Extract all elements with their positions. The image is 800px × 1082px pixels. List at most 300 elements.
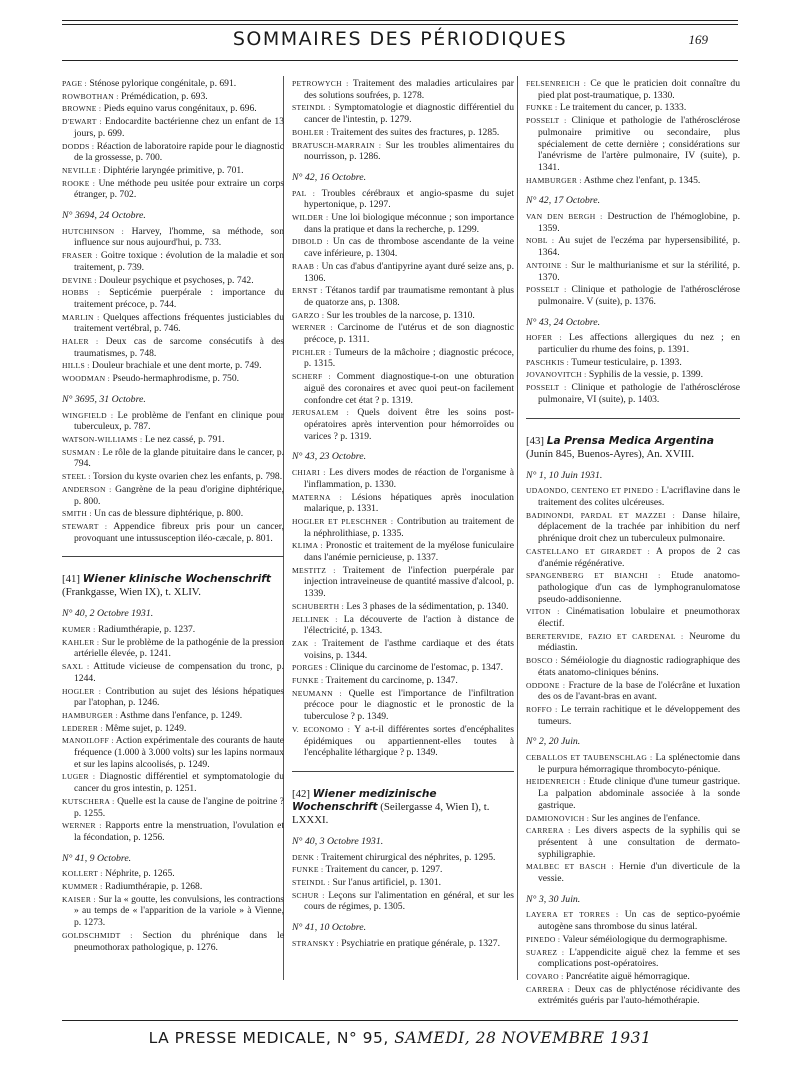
footer-rule: [62, 1020, 738, 1021]
entry-title: Ce que le praticien doit connaître du pied plat post-traumatique, p. 1330.: [538, 78, 740, 101]
abstract-entry: [62, 820, 284, 843]
entry-author: WINGFIELD :: [62, 410, 114, 420]
entry-author: ROWBOTHAN :: [62, 91, 119, 101]
entry-title: Y a-t-il différentes sortes d'encéphalites épidémiques ou appartiennent-elles toutes à l'encéphalite léthargique ? p. 1349.: [304, 723, 514, 759]
entry-title: Contribution au sujet des lésions hépatiques par l'atophan, p. 1246.: [74, 685, 284, 709]
abstract-entry: [526, 909, 740, 932]
entry-title: Asthme dans l'enfance, p. 1249.: [119, 709, 243, 721]
abstract-entry: [62, 336, 284, 359]
entry-title: A propos de 2 cas d'anémie régénérative.: [538, 545, 740, 569]
journal-heading: [292, 788, 514, 827]
entry-title: Radiumthérapie, p. 1268.: [105, 881, 203, 893]
entry-author: VAN DEN BERGH :: [526, 212, 603, 222]
issue-heading: N° 40, 2 Octobre 1931.: [62, 608, 154, 620]
issue-heading: N° 42, 16 Octobre.: [292, 171, 367, 183]
entry-author: SUAREZ :: [526, 947, 565, 957]
entry-title: Etude anatomo-pathologique d'un cas de lymphogranulomatose pseudo-addisonienne.: [538, 570, 740, 605]
entry-author: FUNKE :: [526, 103, 558, 113]
abstract-entry: [62, 637, 284, 660]
entry-author: BROWNE :: [62, 104, 102, 114]
abstract-entry: [526, 934, 740, 946]
abstract-entry: [62, 484, 284, 507]
issue-heading: N° 42, 17 Octobre.: [526, 195, 601, 207]
entry-title: Section du phrénique dans le pneumothorax pathologique, p. 1276.: [74, 929, 284, 953]
entry-title: Sur les troubles alimentaires du nourrisson, p. 1286.: [304, 139, 514, 163]
entry-title: Septicémie puerpérale : importance du traitement précoce, p. 744.: [74, 287, 284, 310]
entry-title: Tumeur testiculaire, p. 1393.: [571, 356, 682, 368]
entry-list: [292, 852, 514, 914]
entry-title: Les affections allergiques du nez ; en particulier du rhume des foins, p. 1391.: [538, 332, 740, 356]
abstract-entry: [526, 776, 740, 811]
entry-title: Syphilis de la vessie, p. 1399.: [588, 369, 703, 381]
entry-author: CASTELLANO ET GIRARDET :: [526, 546, 651, 556]
journal-name: La Prensa Medica Argentina: [546, 434, 714, 447]
entry-title: Clinique et pathologie de l'athérosclérose pulmonaire, VI (suite), p. 1403.: [538, 382, 740, 405]
abstract-entry: [62, 275, 284, 287]
abstract-entry: [292, 236, 514, 259]
entry-author: MESTITZ :: [292, 565, 336, 575]
entry-author: UDAONDO, CENTENO ET PINEDO :: [526, 486, 659, 496]
abstract-entry: [292, 890, 514, 913]
entry-title: Sur les angines de l'enfance.: [591, 812, 701, 824]
abstract-entry: [62, 78, 284, 90]
abstract-entry: [62, 686, 284, 709]
entry-title: Clinique du carcinome de l'estomac, p. 1347.: [329, 662, 503, 674]
entry-author: D'EWART :: [62, 117, 102, 127]
entry-title: Réaction de laboratoire rapide pour le diagnostic de la grossesse, p. 700.: [74, 140, 284, 164]
entry-title: Radiumthérapie, p. 1237.: [97, 624, 196, 636]
entry-author: WERNER :: [292, 323, 333, 333]
abstract-entry: [526, 971, 740, 983]
journal-name: Wiener klinische Wochenschrift: [82, 573, 271, 586]
abstract-entry: [292, 864, 514, 876]
abstract-entry: [62, 735, 284, 770]
journal-heading: [62, 573, 284, 599]
abstract-entry: [526, 332, 740, 355]
entry-author: BOHLER :: [292, 127, 329, 137]
entry-list: [526, 78, 740, 186]
abstract-entry: [62, 434, 284, 446]
entry-author: SAXL :: [62, 662, 90, 672]
entry-author: PAL :: [292, 188, 316, 198]
entry-list: [292, 938, 514, 950]
entry-author: JELLINEK :: [292, 614, 338, 624]
entry-author: JERUSALEM :: [292, 408, 350, 418]
entry-author: ROFFO :: [526, 704, 558, 714]
entry-title: Contribution au traitement de la néphrolithiase, p. 1335.: [304, 515, 514, 539]
entry-title: Douleur psychique et psychoses, p. 742.: [99, 274, 254, 286]
entry-title: Même sujet, p. 1249.: [105, 722, 187, 734]
entry-author: SMITH :: [62, 509, 92, 519]
abstract-entry: [526, 235, 740, 258]
entry-author: KAISER :: [62, 894, 96, 904]
entry-author: LAYERA ET TORRES :: [526, 910, 619, 920]
abstract-entry: [62, 360, 284, 372]
entry-title: Sur le problème de la pathogénie de la pression artérielle élevée, p. 1241.: [74, 636, 284, 660]
entry-title: Diagnostic différentiel et symptomatologie du cancer du gros intestin, p. 1251.: [74, 771, 284, 795]
entry-title: Rapports entre la menstruation, l'ovulation et la fécondation, p. 1256.: [74, 820, 285, 843]
abstract-entry: [62, 287, 284, 310]
abstract-entry: [62, 624, 284, 636]
entry-list: [62, 624, 284, 844]
journal-address: (Junín 845, Buenos-Ayres), An. XVIII.: [526, 447, 695, 460]
entry-title: Les divers modes de réaction de l'organisme à l'inflammation, p. 1330.: [304, 467, 514, 490]
entry-list: [526, 909, 740, 1007]
column-divider-2: [517, 76, 518, 980]
entry-title: Etude clinique d'une tumeur gastrique. La palpation abdominale associée à la sonde gastrique.: [538, 776, 740, 811]
issue-heading: N° 41, 9 Octobre.: [62, 852, 132, 864]
abstract-entry: [62, 226, 284, 249]
abstract-entry: [62, 894, 284, 929]
abstract-entry: [62, 471, 284, 483]
entry-author: ANDERSON :: [62, 484, 112, 494]
entry-title: Symptomatologie et diagnostic différentiel du cancer de l'intestin, p. 1279.: [304, 102, 514, 126]
journal-number: [41]: [62, 573, 80, 586]
entry-author: BADINONDI, PARDAL ET MAZZEI :: [526, 510, 676, 520]
journal-address: (Seilergasse 4, Wien I), t. LXXXI.: [292, 800, 490, 826]
abstract-entry: [62, 710, 284, 722]
journal-name: Wiener medizinische Wochenschrift: [292, 787, 437, 813]
entry-author: COVARO :: [526, 972, 564, 981]
entry-title: Sur l'anus artificiel, p. 1301.: [332, 877, 442, 889]
entry-author: WOODMAN :: [62, 374, 111, 384]
entry-author: KAHLER :: [62, 637, 100, 647]
abstract-entry: [292, 540, 514, 563]
entry-title: Le traitement du cancer, p. 1333.: [559, 102, 687, 114]
entry-author: KUMMER :: [62, 882, 103, 892]
abstract-entry: [62, 930, 284, 953]
abstract-entry: [292, 852, 514, 864]
entry-author: NEUMANN :: [292, 688, 342, 698]
entry-title: Un cas de blessure diphtérique, p. 800.: [94, 508, 244, 520]
abstract-entry: [526, 813, 740, 825]
entry-author: SPANGENBERG ET BIANCHI :: [526, 571, 661, 581]
entry-title: Sténose pylorique congénitale, p. 691.: [89, 78, 237, 89]
entry-author: STEEL :: [62, 472, 91, 482]
entry-title: Hernie d'un diverticule de la vessie.: [538, 861, 740, 885]
entry-author: ROOKE :: [62, 178, 96, 188]
entry-author: FUNKE :: [292, 865, 324, 875]
entry-title: Pieds equino varus congénitaux, p. 696.: [103, 103, 257, 115]
abstract-entry: [526, 825, 740, 860]
abstract-entry: [292, 601, 514, 613]
entry-title: Asthme chez l'enfant, p. 1345.: [583, 174, 701, 186]
entry-title: Un cas d'abus d'antipyrine ayant duré seize ans, p. 1306.: [304, 260, 514, 284]
entry-author: FELSENREICH :: [526, 79, 587, 88]
abstract-entry: [62, 103, 284, 115]
entry-author: KLIMA :: [292, 541, 323, 551]
entry-author: JOVANOVITCH :: [526, 370, 587, 380]
abstract-entry: [292, 492, 514, 515]
entry-author: NEVILLE :: [62, 165, 101, 175]
entry-title: Destruction de l'hémoglobine, p. 1359.: [538, 211, 741, 234]
abstract-entry: [526, 102, 740, 114]
entry-title: Appendice fibreux pris pour un cancer, provoquant une intussusception iléo-cæcale, p. 801.: [74, 520, 284, 544]
entry-title: Clinique et pathologie de l'athérosclérose pulmonaire. V (suite), p. 1376.: [538, 284, 740, 307]
column-1: [62, 78, 284, 954]
abstract-entry: [526, 369, 740, 381]
journal-number: [42]: [292, 787, 310, 800]
entry-title: Un cas de thrombose ascendante de la veine cave inférieure, p. 1304.: [304, 236, 515, 260]
entry-title: Danse hilaire, déplacement de la trachée par inhibition du nerf phrénique droit chez un tuberculeux pulmonaire.: [538, 509, 740, 545]
entry-author: POSSELT :: [526, 383, 567, 393]
entry-author: PAGE :: [62, 79, 87, 88]
entry-author: CARRERA :: [526, 826, 571, 836]
journal-address: (Frankgasse, Wien IX), t. XLIV.: [62, 586, 201, 599]
entry-author: GOLDSCHMIDT :: [62, 930, 133, 940]
abstract-entry: [526, 260, 740, 283]
entry-author: HOGLER :: [62, 686, 102, 696]
entry-author: HOBBS :: [62, 288, 101, 298]
abstract-entry: [292, 310, 514, 322]
entry-title: L'appendicite aiguë chez la femme et ses complications post-opératoires.: [538, 946, 740, 970]
entry-author: KOLLERT :: [62, 869, 103, 879]
entry-author: VITON :: [526, 607, 560, 617]
entry-author: SCHUR :: [292, 890, 325, 900]
entry-title: Le nez cassé, p. 791.: [144, 433, 225, 445]
journal-divider: [292, 771, 514, 772]
entry-author: DENK :: [292, 852, 319, 862]
entry-title: Sur le malthurianisme et sur la stérilité, p. 1370.: [538, 259, 740, 283]
issue-heading: N° 40, 3 Octobre 1931.: [292, 835, 384, 847]
entry-author: ODDONE :: [526, 680, 566, 690]
journal-number: [43]: [526, 434, 544, 447]
entry-author: POSSELT :: [526, 116, 567, 126]
abstract-entry: [526, 211, 740, 234]
entry-title: Le problème de l'enfant en clinique pour tuberculeux, p. 787.: [74, 409, 284, 433]
entry-title: Séméiologie du diagnostic radiographique des états anatomo-cliniques bénins.: [538, 655, 740, 678]
entry-author: FRASER :: [62, 251, 98, 261]
abstract-entry: [292, 212, 514, 235]
entry-author: ERNST :: [292, 286, 323, 296]
issue-heading: N° 3695, 31 Octobre.: [62, 393, 146, 405]
abstract-entry: [292, 662, 514, 674]
entry-title: Gangrène de la peau d'origine diphtérique, p. 800.: [74, 483, 284, 507]
abstract-entry: [526, 606, 740, 629]
entry-author: LEDERER :: [62, 723, 103, 733]
entry-title: La splénectomie dans le purpura hémorragique thrombocyto-pénique.: [538, 752, 740, 775]
abstract-entry: [292, 638, 514, 661]
entry-title: Pseudo-hermaphrodisme, p. 750.: [112, 373, 240, 385]
abstract-entry: [526, 680, 740, 703]
abstract-entry: [292, 688, 514, 723]
entry-author: WATSON-WILLIAMS :: [62, 434, 143, 444]
entry-title: La découverte de l'action à distance de l'électricité, p. 1343.: [304, 613, 514, 637]
abstract-entry: [62, 521, 284, 544]
entry-title: Deux cas de sarcome consécutifs à des traumatismes, p. 748.: [74, 336, 284, 359]
footer-date: SAMEDI, 28 NOVEMBRE 1931: [394, 1029, 652, 1047]
entry-title: Le terrain rachitique et le développement des tumeurs.: [538, 703, 740, 727]
entry-author: HEIDENREICH :: [526, 777, 586, 787]
issue-heading: N° 3, 30 Juin.: [526, 893, 581, 905]
entry-title: Endocardite bactérienne chez un enfant de 13 jours, p. 699.: [74, 116, 284, 139]
abstract-entry: [292, 347, 514, 370]
entry-author: LUGER :: [62, 772, 96, 782]
abstract-entry: [526, 115, 740, 174]
entry-title: Clinique et pathologie de l'athérosclérose pulmonaire primitive ou secondaire, plus spécialement de cette dernière ; considérations sur l'anévrisme de l'artère pulmonaire, IV (suite), p. 1341.: [538, 115, 740, 173]
entry-list: [292, 78, 514, 163]
entry-title: Leçons sur l'alimentation en général, et sur les cours de régimes, p. 1305.: [304, 889, 514, 913]
entry-author: STRANSKY :: [292, 938, 339, 948]
entry-author: SCHUBERTH :: [292, 601, 344, 611]
abstract-entry: [526, 655, 740, 678]
abstract-entry: [526, 175, 740, 187]
entry-author: DAMIONOVICH :: [526, 813, 590, 823]
column-3: [526, 78, 740, 1008]
entry-title: Harvey, l'homme, sa méthode, son influence sur nous aujourd'hui, p. 733.: [74, 225, 284, 249]
entry-title: Pancréatite aiguë hémorragique.: [565, 971, 690, 982]
abstract-entry: [292, 322, 514, 345]
entry-list: [292, 188, 514, 443]
abstract-entry: [292, 565, 514, 600]
entry-title: Troubles cérébraux et angio-spasme du sujet hypertonique, p. 1297.: [304, 187, 514, 211]
entry-list: [526, 752, 740, 885]
abstract-entry: [292, 614, 514, 637]
entry-list: [62, 410, 284, 545]
entry-author: HOFER :: [526, 333, 562, 343]
abstract-entry: [62, 312, 284, 335]
abstract-entry: [526, 357, 740, 369]
abstract-entry: [62, 661, 284, 684]
column-2: [292, 78, 514, 951]
entry-author: KUMER :: [62, 625, 96, 635]
entry-author: PETROWYCH :: [292, 79, 349, 88]
entry-author: MANOILOFF :: [62, 736, 114, 746]
entry-list: [526, 485, 740, 727]
entry-author: ZAK :: [292, 638, 317, 648]
entry-author: HILLS :: [62, 361, 90, 371]
entry-title: Comment diagnostique-t-on une obturation aiguë des coronaires et avec quoi peut-on facilement confondre cet état ? p. 1319.: [304, 371, 515, 406]
entry-title: Goitre toxique : évolution de la maladie et son traitement, p. 739.: [74, 250, 284, 273]
abstract-entry: [526, 947, 740, 970]
header-rule-top: [62, 20, 738, 21]
entry-author: HAMBURGER :: [526, 175, 582, 185]
abstract-entry: [526, 546, 740, 569]
abstract-entry: [62, 141, 284, 164]
abstract-entry: [292, 877, 514, 889]
entry-list: [292, 467, 514, 759]
entry-author: PINEDO :: [526, 934, 561, 944]
abstract-entry: [526, 984, 740, 1007]
entry-author: HOGLER ET PLESCHNER :: [292, 516, 394, 526]
abstract-entry: [62, 868, 284, 880]
entry-title: Le rôle de la glande pituitaire dans le cancer, p. 794.: [74, 446, 285, 470]
issue-heading: N° 43, 24 Octobre.: [526, 316, 601, 328]
entry-title: Douleur brachiale et une dent morte, p. 749.: [92, 360, 262, 372]
entry-list: [62, 226, 284, 385]
abstract-entry: [292, 467, 514, 490]
entry-author: HUTCHINSON :: [62, 226, 125, 236]
abstract-entry: [526, 570, 740, 605]
entry-author: SCHERF :: [292, 372, 331, 382]
abstract-entry: [62, 116, 284, 139]
entry-author: ANTOINE :: [526, 260, 568, 270]
abstract-entry: [62, 410, 284, 433]
entry-title: Attitude vicieuse de compensation du tronc, p. 1244.: [74, 661, 284, 684]
abstract-entry: [62, 91, 284, 103]
entry-author: MALBEC ET BASCH :: [526, 862, 614, 872]
entry-author: PASCHKIS :: [526, 357, 570, 367]
abstract-entry: [62, 508, 284, 520]
entry-title: Sur les troubles de la narcose, p. 1310.: [326, 309, 475, 321]
entry-author: WILDER :: [292, 213, 329, 223]
page-number: 169: [688, 32, 708, 47]
issue-heading: N° 1, 10 Juin 1931.: [526, 469, 603, 481]
entry-author: STEINDL :: [292, 878, 331, 888]
entry-title: Néphrite, p. 1265.: [105, 868, 175, 880]
footer-issue: N° 95,: [336, 1029, 389, 1047]
abstract-entry: [292, 724, 514, 759]
entry-author: RAAB :: [292, 261, 319, 271]
abstract-entry: [292, 938, 514, 950]
abstract-entry: [62, 723, 284, 735]
entry-title: Action expérimentale des courants de haute fréquence (1.000 à 3.000 volts) sur les lapins normaux et sur les lapins alcoolisés, p. 1249.: [74, 735, 284, 770]
entry-author: DIBOLD :: [292, 237, 329, 247]
entry-title: Prémédication, p. 693.: [121, 90, 208, 102]
entry-list: [62, 78, 284, 201]
abstract-entry: [292, 127, 514, 139]
entry-title: Lésions hépatiques après inoculation malarique, p. 1331.: [304, 491, 514, 515]
header-rule-top-2: [62, 24, 738, 25]
entry-title: Tétanos tardif par traumatisme remontant à plus de quatorze ans, p. 1308.: [304, 285, 514, 308]
entry-author: PICHLER :: [292, 347, 332, 357]
entry-title: Traitement du carcinome, p. 1347.: [325, 675, 458, 687]
entry-author: STEWART :: [62, 521, 108, 531]
entry-author: BRATUSCH-MARRAIN :: [292, 140, 382, 150]
entry-author: CHIARI :: [292, 468, 326, 478]
entry-title: Torsion du kyste ovarien chez les enfants, p. 798.: [92, 471, 283, 483]
journal-heading: [526, 435, 740, 461]
entry-title: Diphtérie laryngée primitive, p. 701.: [103, 164, 244, 176]
entry-title: Carcinome de l'utérus et de son diagnostic précoce, p. 1311.: [304, 322, 514, 346]
page-footer: [0, 1029, 800, 1047]
entry-title: Les 3 phases de la sédimentation, p. 1340.: [346, 600, 509, 612]
issue-heading: N° 43, 23 Octobre.: [292, 451, 367, 463]
journal-divider: [62, 556, 284, 557]
entry-title: Une méthode peu usitée pour extraire un corps étranger, p. 702.: [74, 177, 284, 201]
entry-title: Traitement des maladies articulaires par des solutions soufrées, p. 1278.: [304, 78, 514, 101]
abstract-entry: [292, 140, 514, 163]
issue-heading: N° 2, 20 Juin.: [526, 736, 581, 748]
abstract-entry: [526, 861, 740, 884]
entry-author: FUNKE :: [292, 676, 324, 686]
abstract-entry: [292, 188, 514, 211]
entry-author: V. ECONOMO :: [292, 724, 351, 734]
entry-author: DODDS :: [62, 141, 95, 151]
entry-author: PORGES :: [292, 663, 328, 673]
abstract-entry: [62, 178, 284, 201]
abstract-entry: [292, 516, 514, 539]
entry-author: HALER :: [62, 337, 99, 347]
entry-author: KUTSCHERA :: [62, 796, 115, 806]
entry-title: Fracture de la base de l'olécrâne et luxation des os de l'avant-bras en avant.: [538, 679, 740, 703]
abstract-entry: [292, 78, 514, 101]
entry-title: Valeur séméiologique du dermographisme.: [562, 933, 728, 945]
entry-author: GARZO :: [292, 310, 325, 320]
abstract-entry: [62, 447, 284, 470]
entry-title: Un cas de septico-pyoémie autogène sans thrombose du sinus latéral.: [538, 909, 740, 933]
abstract-entry: [526, 382, 740, 405]
abstract-entry: [62, 165, 284, 177]
entry-title: Deux cas de phlycténose récidivante des extrémités guéris par l'auto-hémothérapie.: [538, 983, 741, 1007]
entry-author: BOSCO :: [526, 656, 558, 666]
entry-title: Quelques affections fréquentes justiciables du traitement vertébral, p. 746.: [74, 311, 284, 335]
entry-author: STEINDL :: [292, 103, 331, 113]
abstract-entry: [526, 631, 740, 654]
entry-title: Tumeurs de la mâchoire ; diagnostic précoce, p. 1315.: [304, 346, 514, 370]
entry-list: [62, 868, 284, 953]
entry-title: Pronostic et traitement de la myélose funiculaire dans l'anémie pernicieuse, p. 1337.: [304, 540, 514, 564]
